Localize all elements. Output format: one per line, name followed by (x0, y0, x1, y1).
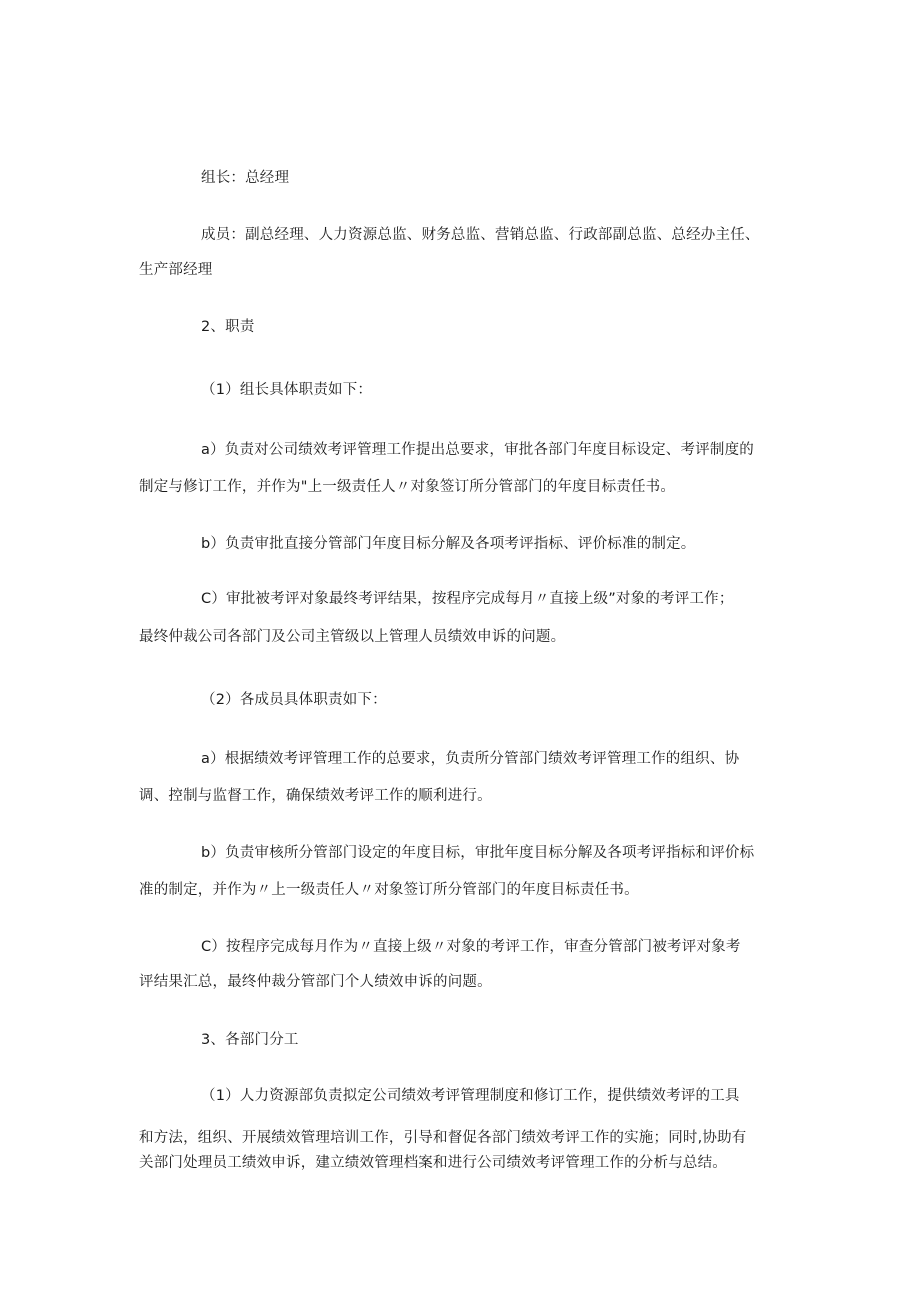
sub2-b-line-2: 准的制定，并作为〃上一级责任人〃对象签订所分管部门的年度目标责任书。 (139, 882, 639, 898)
leader-line: 组长：总经理 (201, 170, 290, 186)
sub1-a-line-1: a）负责对公司绩效考评管理工作提出总要求，审批各部门年度目标设定、考评制度的 (201, 442, 754, 458)
sec3-1-line-3: 关部门处理员工绩效申诉，建立绩效管理档案和进行公司绩效考评管理工作的分析与总结。 (139, 1155, 727, 1171)
sub1-b-line: b）负责审批直接分管部门年度目标分解及各项考评指标、评价标准的制定。 (201, 536, 696, 552)
section3-heading: 3、各部门分工 (201, 1032, 299, 1048)
sub2-a-line-2: 调、控制与监督工作，确保绩效考评工作的顺利进行。 (139, 788, 492, 804)
sub1-heading: （1）组长具体职责如下： (201, 382, 373, 398)
sub2-c-line-1: C）按程序完成每月作为〃直接上级〃对象的考评工作，审查分管部门被考评对象考 (201, 939, 741, 955)
members-line-1: 成员：副总经理、人力资源总监、财务总监、营销总监、行政部副总监、总经办主任、 (201, 227, 760, 243)
sub2-b-line-1: b）负责审核所分管部门设定的年度目标，审批年度目标分解及各项考评指标和评价标 (201, 845, 755, 861)
sub1-c-line-1: C）审批被考评对象最终考评结果，按程序完成每月〃直接上级”对象的考评工作； (201, 591, 734, 607)
section2-heading: 2、职责 (201, 319, 255, 335)
sub2-a-line-1: a）根据绩效考评管理工作的总要求，负责所分管部门绩效考评管理工作的组织、协 (201, 751, 740, 767)
sub1-c-line-2: 最终仲裁公司各部门及公司主管级以上管理人员绩效申诉的问题。 (139, 629, 566, 645)
sub1-a-line-2: 制定与修订工作，并作为"上一级责任人〃对象签订所分管部门的年度目标责任书。 (139, 479, 676, 495)
members-line-2: 生产部经理 (139, 262, 213, 278)
sub2-c-line-2: 评结果汇总，最终仲裁分管部门个人绩效申诉的问题。 (139, 974, 492, 990)
sec3-1-line-1: （1）人力资源部负责拟定公司绩效考评管理制度和修订工作，提供绩效考评的工具 (201, 1088, 740, 1104)
sub2-heading: （2）各成员具体职责如下： (201, 692, 387, 708)
sec3-1-line-2: 和方法，组织、开展绩效管理培训工作，引导和督促各部门绩效考评工作的实施；同时,协助有 (139, 1130, 747, 1146)
